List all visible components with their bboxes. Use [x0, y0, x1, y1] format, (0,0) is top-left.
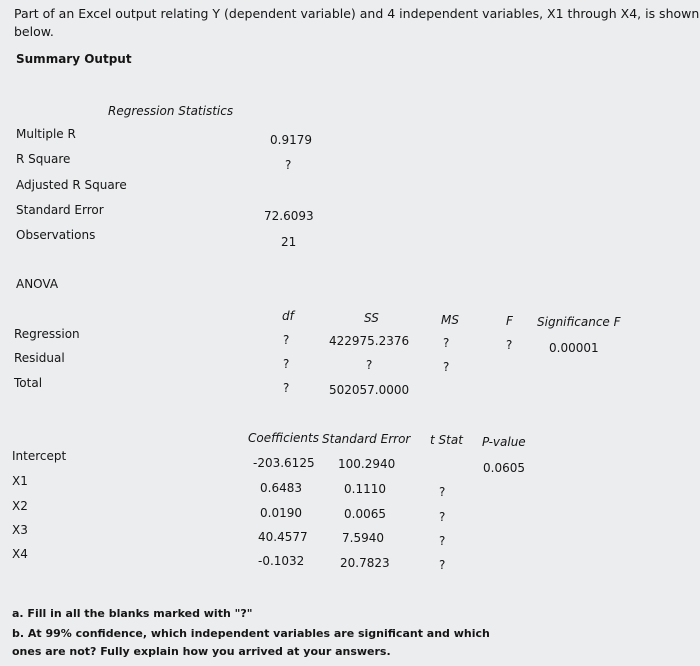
question-b-line-2: ones are not? Fully explain how you arrived at your answers. [12, 645, 391, 658]
intro-line-1: Part of an Excel output relating Y (dependent variable) and 4 independent variables, X1 through X4, is shown [14, 6, 700, 21]
anova-header-significance-f: Significance F [537, 315, 621, 329]
question-b-line-1: b. At 99% confidence, which independent variables are significant and which [12, 627, 490, 640]
coef-header-t-stat: t Stat [430, 433, 463, 447]
regression-statistics-title: Regression Statistics [108, 104, 234, 118]
anova-regression-ms: ? [443, 336, 450, 350]
coef-intercept-standard-error: 100.2940 [338, 457, 396, 471]
coef-header-coefficients: Coefficients [248, 431, 319, 445]
coef-x1-t-stat: ? [439, 485, 446, 499]
coef-intercept-p-value: 0.0605 [483, 461, 525, 475]
anova-total-df: ? [283, 381, 290, 395]
anova-regression-significance-f: 0.00001 [549, 341, 599, 355]
label-observations: Observations [16, 228, 96, 242]
coef-label-x1: X1 [12, 474, 28, 488]
anova-residual-ms: ? [443, 360, 450, 374]
anova-total-ss: 502057.0000 [329, 383, 410, 397]
anova-label-residual: Residual [14, 351, 65, 365]
value-multiple-r: 0.9179 [270, 133, 312, 147]
coef-x4-t-stat: ? [439, 558, 446, 572]
label-adjusted-r-square: Adjusted R Square [16, 178, 127, 192]
coef-label-x4: X4 [12, 547, 28, 561]
coef-x2-t-stat: ? [439, 510, 446, 524]
value-r-square: ? [285, 158, 292, 172]
coef-header-standard-error: Standard Error [322, 432, 411, 446]
coef-intercept-coefficient: -203.6125 [253, 456, 315, 470]
anova-residual-ss: ? [366, 358, 373, 372]
question-a: a. Fill in all the blanks marked with "?" [12, 607, 253, 620]
anova-label-regression: Regression [14, 327, 80, 341]
coef-x3-t-stat: ? [439, 534, 446, 548]
anova-header-ss: SS [364, 311, 379, 325]
anova-header-f: F [506, 314, 513, 328]
value-standard-error: 72.6093 [264, 209, 314, 223]
coef-label-intercept: Intercept [12, 449, 67, 463]
coef-x1-standard-error: 0.1110 [344, 482, 386, 496]
coef-x2-coefficient: 0.0190 [260, 506, 302, 520]
coef-x4-coefficient: -0.1032 [258, 554, 305, 568]
anova-title: ANOVA [16, 277, 59, 291]
anova-regression-ss: 422975.2376 [329, 334, 410, 348]
label-standard-error: Standard Error [16, 203, 104, 217]
label-r-square: R Square [16, 152, 71, 166]
coef-x3-coefficient: 40.4577 [258, 530, 308, 544]
label-multiple-r: Multiple R [16, 127, 76, 141]
coef-x3-standard-error: 7.5940 [342, 531, 384, 545]
anova-residual-df: ? [283, 357, 290, 371]
coef-label-x2: X2 [12, 499, 28, 513]
anova-regression-f: ? [506, 338, 513, 352]
anova-header-df: df [282, 309, 294, 323]
coef-x4-standard-error: 20.7823 [340, 556, 390, 570]
coef-x1-coefficient: 0.6483 [260, 481, 302, 495]
intro-line-2: below. [14, 24, 54, 39]
coef-label-x3: X3 [12, 523, 28, 537]
anova-label-total: Total [14, 376, 43, 390]
anova-header-ms: MS [441, 313, 459, 327]
coef-header-p-value: P-value [482, 435, 526, 449]
coef-x2-standard-error: 0.0065 [344, 507, 386, 521]
anova-regression-df: ? [283, 333, 290, 347]
summary-output-title: Summary Output [16, 52, 132, 66]
value-observations: 21 [281, 235, 297, 249]
